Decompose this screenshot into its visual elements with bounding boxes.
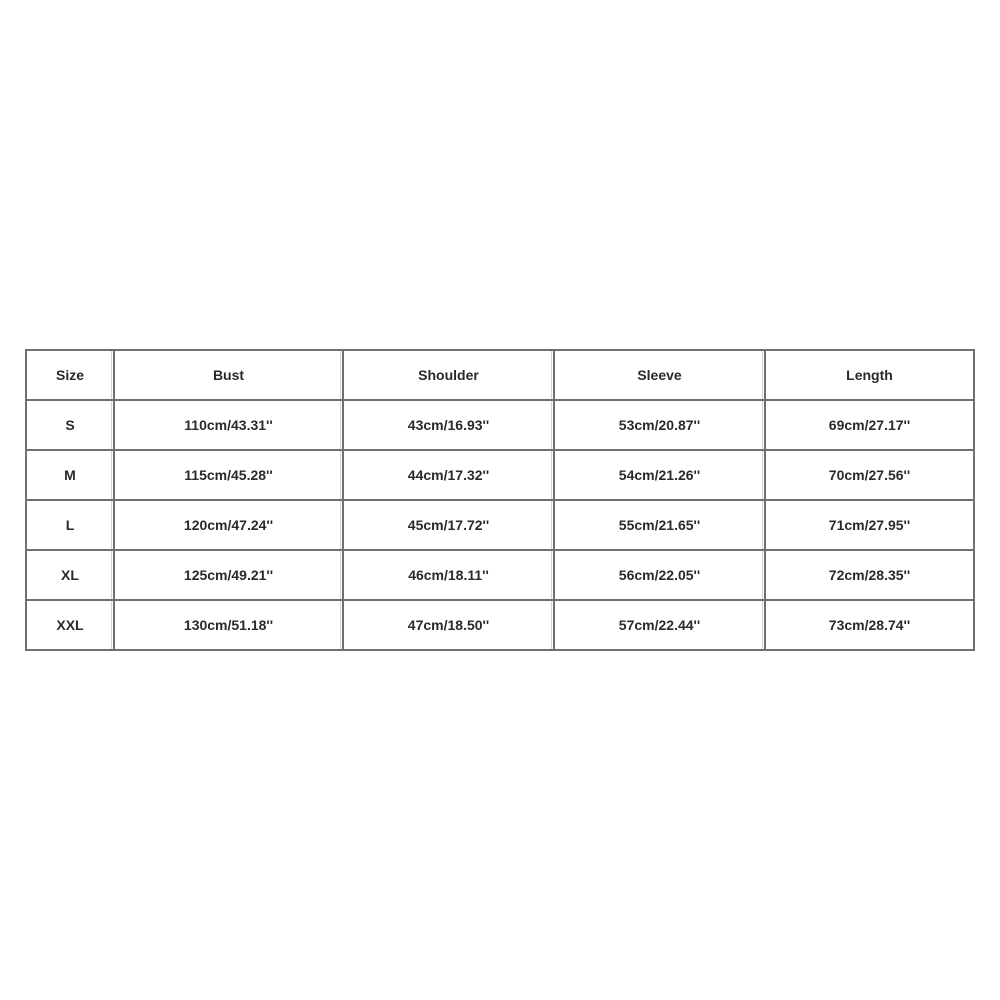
bust-cell: 125cm/49.21'' xyxy=(115,551,344,601)
length-cell: 70cm/27.56'' xyxy=(766,451,975,501)
length-cell: 73cm/28.74'' xyxy=(766,601,975,651)
size-cell: S xyxy=(27,401,115,451)
bust-cell: 115cm/45.28'' xyxy=(115,451,344,501)
bust-cell: 110cm/43.31'' xyxy=(115,401,344,451)
header-sleeve: Sleeve xyxy=(555,351,766,401)
sleeve-cell: 55cm/21.65'' xyxy=(555,501,766,551)
sleeve-cell: 57cm/22.44'' xyxy=(555,601,766,651)
table-row xyxy=(27,401,975,451)
size-cell: XL xyxy=(27,551,115,601)
shoulder-cell: 47cm/18.50'' xyxy=(344,601,555,651)
header-bust: Bust xyxy=(115,351,344,401)
sleeve-cell: 56cm/22.05'' xyxy=(555,551,766,601)
table-row xyxy=(27,501,975,551)
size-cell: M xyxy=(27,451,115,501)
table-row xyxy=(27,451,975,501)
shoulder-cell: 45cm/17.72'' xyxy=(344,501,555,551)
table-row xyxy=(27,601,975,651)
table-row xyxy=(27,551,975,601)
size-cell: L xyxy=(27,501,115,551)
header-length: Length xyxy=(766,351,975,401)
header-size: Size xyxy=(27,351,115,401)
shoulder-cell: 43cm/16.93'' xyxy=(344,401,555,451)
sleeve-cell: 53cm/20.87'' xyxy=(555,401,766,451)
shoulder-cell: 44cm/17.32'' xyxy=(344,451,555,501)
size-cell: XXL xyxy=(27,601,115,651)
length-cell: 69cm/27.17'' xyxy=(766,401,975,451)
sleeve-cell: 54cm/21.26'' xyxy=(555,451,766,501)
length-cell: 71cm/27.95'' xyxy=(766,501,975,551)
bust-cell: 120cm/47.24'' xyxy=(115,501,344,551)
header-row xyxy=(27,351,975,401)
header-shoulder: Shoulder xyxy=(344,351,555,401)
length-cell: 72cm/28.35'' xyxy=(766,551,975,601)
shoulder-cell: 46cm/18.11'' xyxy=(344,551,555,601)
size-chart-table xyxy=(25,349,975,651)
bust-cell: 130cm/51.18'' xyxy=(115,601,344,651)
